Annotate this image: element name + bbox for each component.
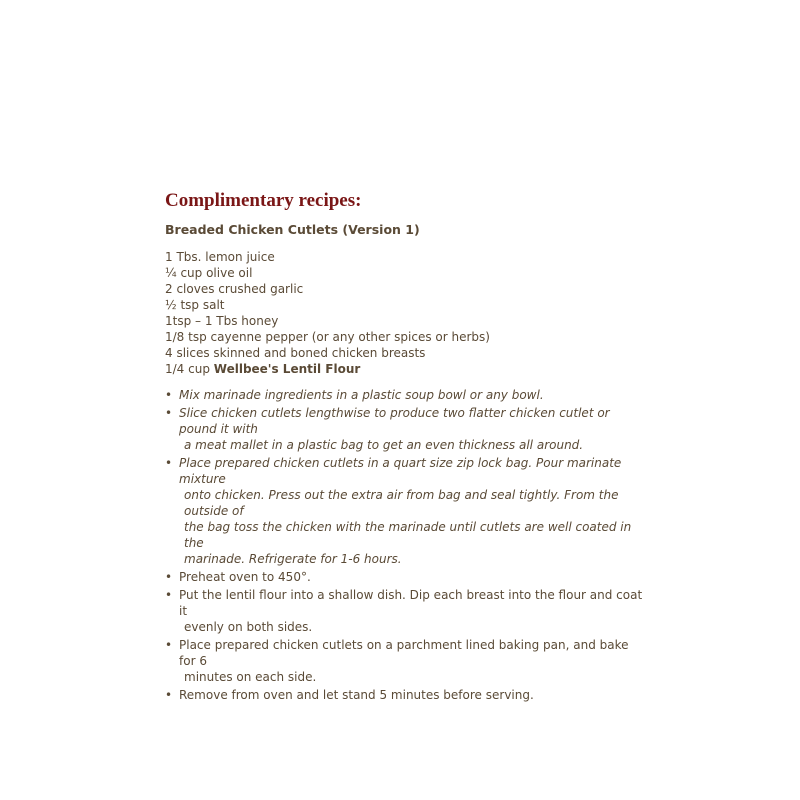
recipe-section: [165, 189, 645, 705]
ingredient-item: 1/8 tsp cayenne pepper (or any other spices or herbs): [165, 330, 490, 344]
instruction-step: [165, 637, 645, 685]
step-line: the bag toss the chicken with the marinade until cutlets are well coated in the: [184, 520, 632, 550]
step-line: • Preheat oven to 450°.: [179, 570, 311, 584]
flour-quantity: 1/4 cup: [165, 362, 214, 376]
recipe-title: Breaded Chicken Cutlets (Version 1): [165, 222, 420, 237]
instruction-step: [165, 569, 645, 585]
step-line: • Remove from oven and let stand 5 minutes before serving.: [179, 688, 534, 702]
step-line: a meat mallet in a plastic bag to get an even thickness all around.: [184, 438, 584, 452]
step-line: onto chicken. Press out the extra air from bag and seal tightly. From the outside of: [184, 488, 619, 518]
step-line: • Mix marinade ingredients in a plastic soup bowl or any bowl.: [179, 388, 544, 402]
ingredient-item: 2 cloves crushed garlic: [165, 282, 304, 296]
ingredient-item: ½ tsp salt: [165, 298, 225, 312]
ingredient-list: [165, 249, 645, 377]
instruction-step: [165, 387, 645, 403]
ingredient-item: 1 Tbs. lemon juice: [165, 250, 275, 264]
step-line: minutes on each side.: [184, 670, 317, 684]
instruction-step: [165, 587, 645, 635]
flour-brand: Wellbee's Lentil Flour: [213, 362, 361, 376]
ingredient-item: 1tsp – 1 Tbs honey: [165, 314, 279, 328]
step-line: • Place prepared chicken cutlets in a quart size zip lock bag. Pour marinate mixture: [179, 456, 622, 486]
page-heading: Complimentary recipes:: [165, 190, 362, 211]
step-line: • Place prepared chicken cutlets on a parchment lined baking pan, and bake for 6: [179, 638, 629, 668]
step-line: • Put the lentil flour into a shallow dish. Dip each breast into the flour and coat it: [179, 588, 643, 618]
step-line: marinade. Refrigerate for 1-6 hours.: [184, 552, 402, 566]
ingredient-item: ¼ cup olive oil: [165, 266, 253, 280]
instruction-step: [165, 455, 645, 567]
step-line: evenly on both sides.: [184, 620, 313, 634]
step-line: • Slice chicken cutlets lengthwise to produce two flatter chicken cutlet or pound it with: [179, 406, 610, 436]
instruction-step: [165, 405, 645, 453]
ingredient-item-flour: [165, 361, 645, 377]
instruction-step: [165, 687, 645, 703]
ingredient-item: 4 slices skinned and boned chicken breasts: [165, 346, 426, 360]
instruction-list: [165, 387, 645, 703]
